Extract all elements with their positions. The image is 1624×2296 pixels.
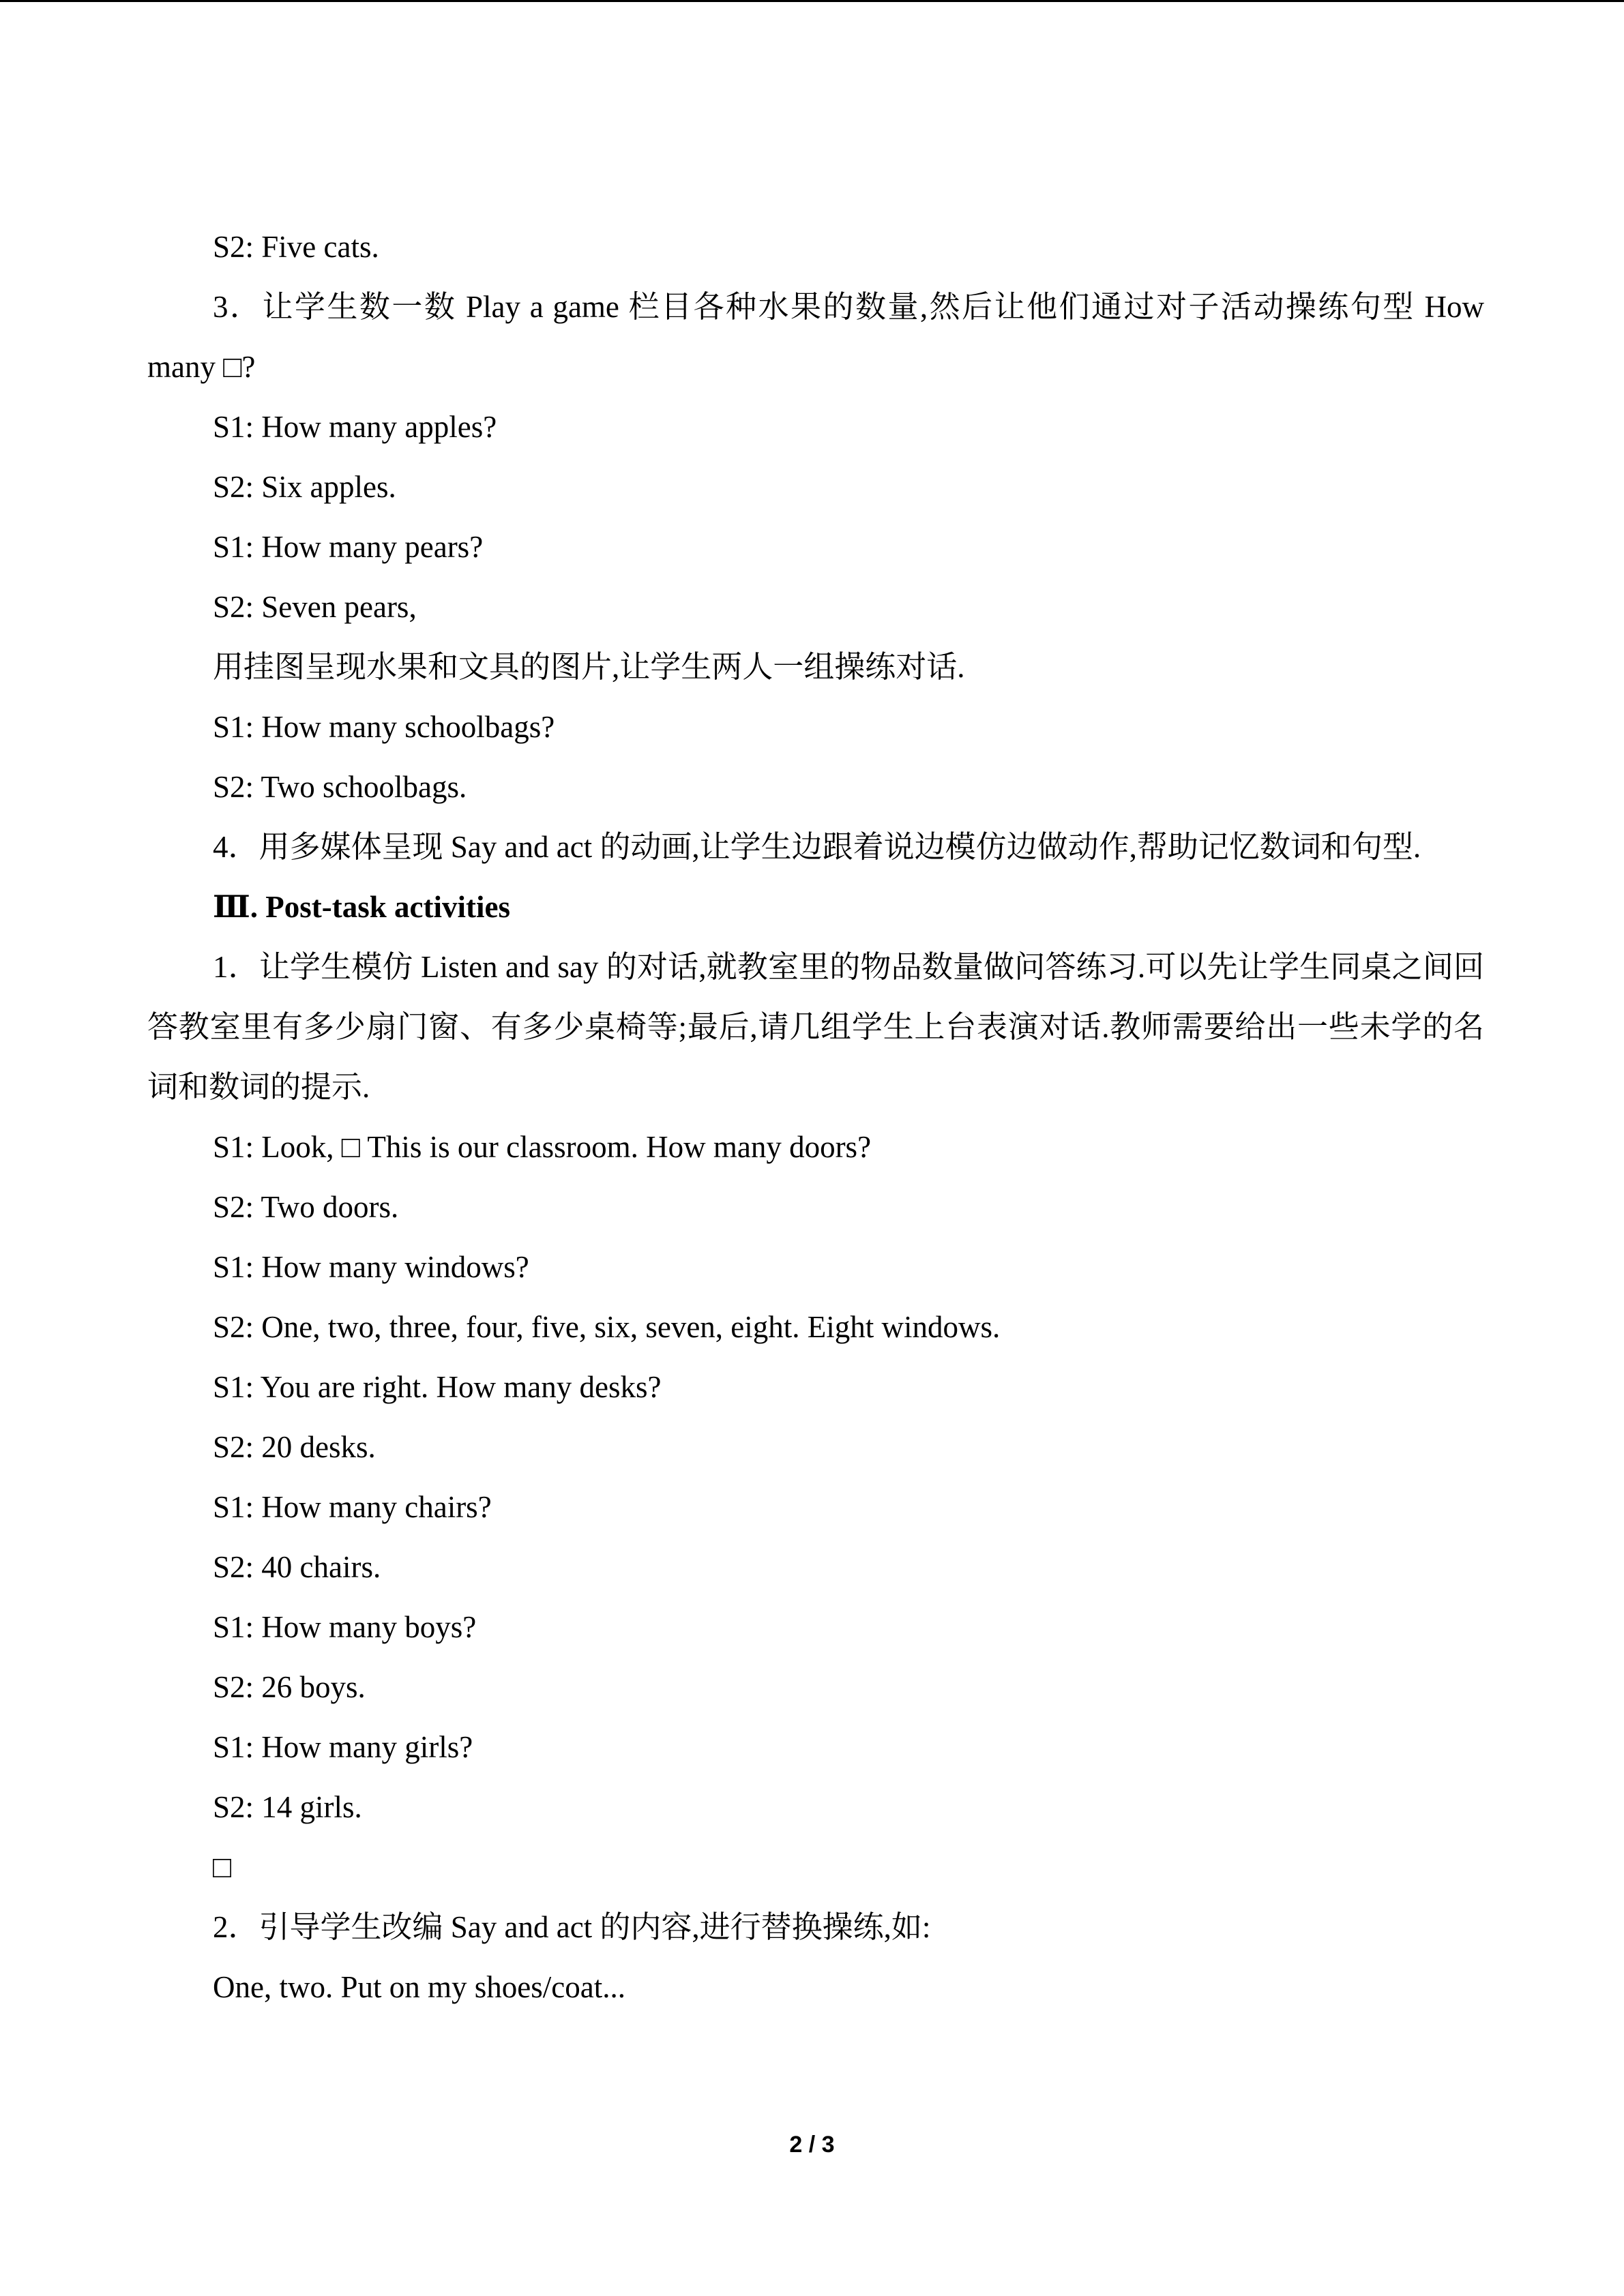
paragraph-line: S1: You are right. How many desks? [213,1370,662,1404]
page-top-border [0,0,1624,2]
paragraph-line: S2: 20 desks. [213,1430,376,1464]
paragraph-line: S1: Look, □ This is our classroom. How many doors? [213,1130,872,1164]
paragraph-line: S2: Seven pears, [213,590,417,624]
paragraph-line: S1: How many boys? [213,1610,477,1644]
paragraph-line: S2: Two doors. [213,1190,399,1224]
paragraph-line: S1: How many windows? [213,1250,529,1284]
paragraph-line: S1: How many apples? [213,410,497,444]
section-heading: Ⅲ. Post-task activities [213,890,510,924]
paragraph-line: S2: Six apples. [213,470,396,504]
paragraph-line: S1: How many chairs? [213,1490,492,1524]
paragraph-line: 3．让学生数一数 Play a game 栏目各种水果的数量,然后让他们通过对子活动操练句型 How many □? [147,290,1484,384]
paragraph-line: S1: How many schoolbags? [213,710,555,744]
paragraph-line: S2: 26 boys. [213,1670,366,1704]
paragraph-line: One, two. Put on my shoes/coat... [213,1970,625,2004]
paragraph-line: S2: One, two, three, four, five, six, seven, eight. Eight windows. [213,1310,1001,1344]
document-body [147,217,1484,2017]
paragraph-line: S2: Five cats. [213,230,379,264]
paragraph-line: □ [213,1850,232,1884]
paragraph-line: 1．让学生模仿 Listen and say 的对话,就教室里的物品数量做问答练习.可以先让学生同桌之间回答教室里有多少扇门窗、有多少桌椅等;最后,请几组学生上台表演对话.教师需要给出一些未学的名词和数词的提示. [147,950,1484,1104]
paragraph-line: S1: How many pears? [213,530,484,564]
page-number: 2 / 3 [789,2132,835,2158]
paragraph-line: S2: Two schoolbags. [213,770,467,804]
paragraph-line: 2．引导学生改编 Say and act 的内容,进行替换操练,如: [213,1910,931,1944]
paragraph-line: S2: 40 chairs. [213,1550,381,1584]
paragraph-line: 4．用多媒体呈现 Say and act 的动画,让学生边跟着说边模仿边做动作,帮助记忆数词和句型. [213,830,1421,864]
paragraph-line: 用挂图呈现水果和文具的图片,让学生两人一组操练对话. [213,650,965,684]
paragraph-line: S2: 14 girls. [213,1790,362,1824]
paragraph-line: S1: How many girls? [213,1730,473,1764]
